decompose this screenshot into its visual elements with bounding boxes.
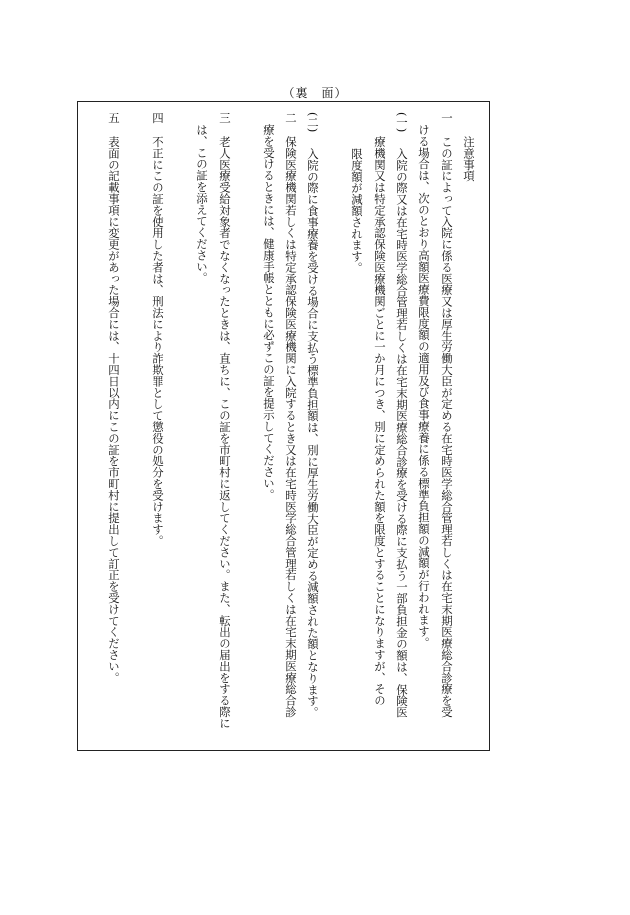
item-marker: 五 (107, 112, 121, 124)
item-marker: 二 (284, 112, 298, 124)
item-2-line-2: 療を受けるときには、健康手帳とともに必ずこの証を提示してください。 (262, 124, 276, 501)
notice-title: 注意事項 (462, 136, 476, 182)
item-marker: 三 (218, 112, 232, 124)
page-heading: （裏 面） (282, 86, 348, 100)
item-1-line-2: ける場合は、次のとおり高額医療費限度額の適用及び食事療養に係る標準負担額の減額が行われます。 (417, 124, 431, 649)
notice-frame (77, 101, 490, 751)
item-4-line-1: 不正にこの証を使用した者は、刑法により詐欺罪として懲役の処分を受けます。 (151, 136, 165, 547)
item-marker: (一) (395, 112, 409, 133)
item-3-line-2: は、この証を添えてください。 (195, 124, 209, 284)
item-marker: 四 (151, 112, 165, 124)
item-marker: (二) (306, 112, 320, 133)
item-1-sub-1-line-2: 療機関又は特定承認保険医療機関ごとに一か月につき、別に定められた額を限度とすることになりますが、その (373, 136, 387, 706)
item-1-sub-1-line-1: 入院の際又は在宅時医学総合管理若しくは在宅末期医療総合診療を受ける際に支払う一部負担金の額は、保険医 (395, 148, 409, 718)
item-3-line-1: 老人医療受給対象者でなくなったときは、直ちに、この証を市町村に返してください。また、転出の届出をする際に (218, 136, 232, 729)
item-marker: 一 (440, 112, 454, 124)
item-1-sub-1-line-3: 限度額が減額されます。 (350, 148, 364, 274)
item-1-line-1: この証によって入院に係る医療又は厚生労働大臣が定める在宅時医学総合管理若しくは在宅末期医療総合診療を受 (440, 136, 454, 718)
item-1-sub-2-line-1: 入院の際に食事療養を受ける場合に支払う標準負担額は、別に厚生労働大臣が定める減額された額となります。 (306, 148, 320, 718)
item-5-line-1: 表面の記載事項に変更があった場合には、十四日以内にこの証を市町村に提出して訂正を受けてください。 (107, 136, 121, 684)
item-2-line-1: 保険医療機関若しくは特定承認保険医療機関に入院するとき又は在宅時医学総合管理若しくは在宅末期医療総合診 (284, 136, 298, 718)
